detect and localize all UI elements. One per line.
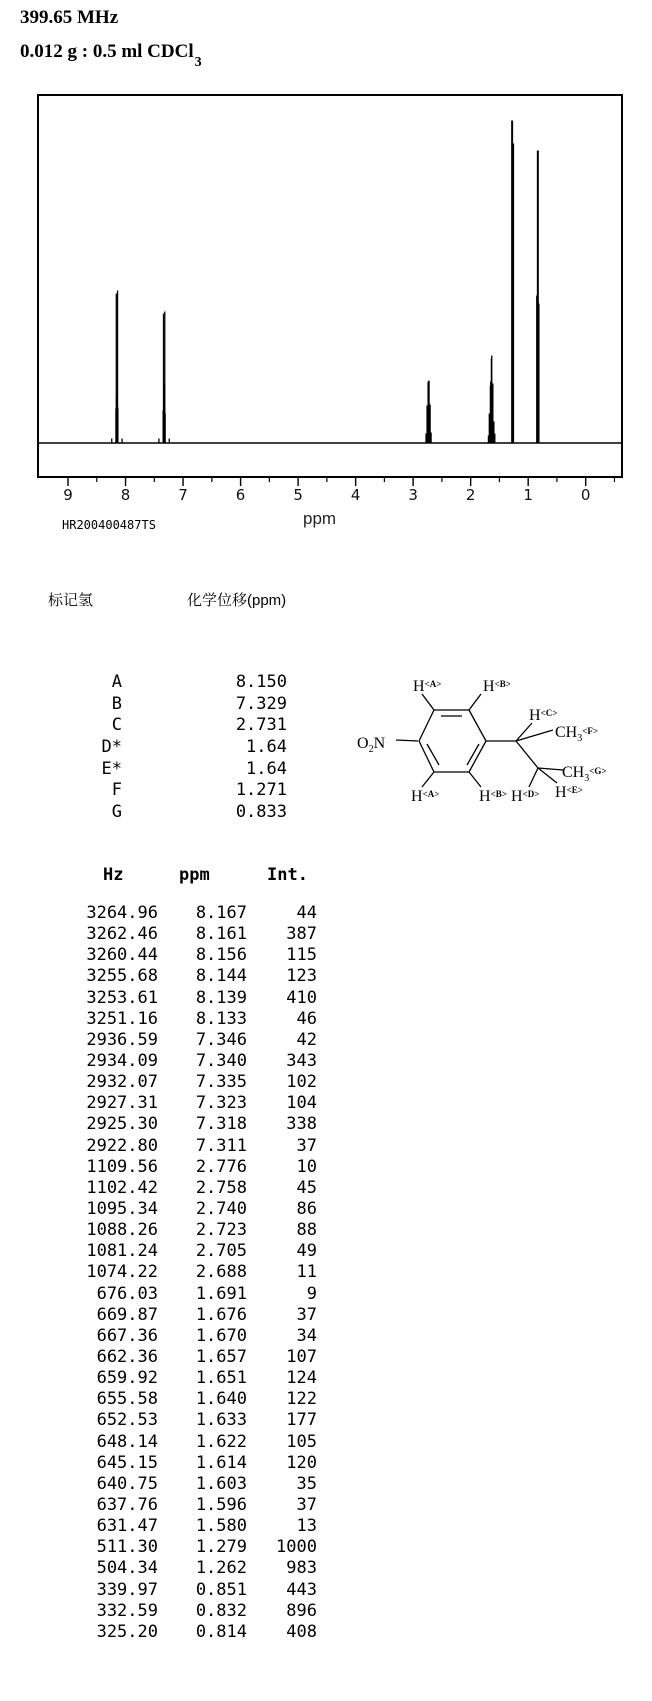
peak-table-row	[40, 1072, 317, 1093]
ch-bond	[422, 772, 434, 787]
peak-int-cell: 37	[296, 1135, 317, 1156]
peak-int-cell: 387	[286, 924, 317, 945]
peak-table-row	[40, 1114, 317, 1135]
assignment-letter: E*	[101, 758, 122, 779]
labeled-hydrogen-header: 标记氢	[48, 592, 94, 609]
peak-ppm-cell: 8.139	[195, 987, 247, 1008]
peak-hz-cell: 325.20	[96, 1621, 158, 1642]
peak-table-row	[40, 1009, 317, 1030]
assignment-letter: B	[111, 693, 122, 714]
atom-label: $H^{<E>}$	[555, 784, 583, 801]
peak-int-cell: 34	[296, 1325, 317, 1346]
peak-int-cell: 105	[286, 1431, 317, 1452]
assignment-row	[60, 737, 287, 759]
peak-hz-cell: 3264.96	[86, 903, 158, 923]
solvent-subscript: 3	[194, 54, 202, 70]
atom-label: $CH_3^{<F>}$	[555, 724, 598, 744]
ch-bond	[469, 694, 481, 710]
peak-hz-cell: 1081.24	[86, 1241, 158, 1262]
int-column-header: Int.	[267, 865, 308, 885]
peak-hz-cell: 640.75	[96, 1473, 158, 1494]
peak-int-cell: 9	[306, 1283, 317, 1304]
x-tick-label: 9	[63, 486, 73, 504]
peak-table-row	[40, 1580, 317, 1601]
ppm-column-header: ppm	[179, 865, 210, 885]
peak-ppm-cell: 2.688	[195, 1262, 247, 1283]
assignment-shift-value: 1.64	[246, 737, 287, 758]
peak-ppm-cell: 1.279	[195, 1537, 247, 1558]
atom-labels-group	[357, 678, 607, 805]
peak-hz-cell: 339.97	[96, 1579, 158, 1600]
peak-hz-cell: 655.58	[96, 1389, 158, 1410]
peak-int-cell: 124	[286, 1368, 317, 1389]
peak-hz-cell: 3262.46	[86, 924, 158, 945]
peak-lines-group	[112, 121, 539, 444]
peak-table-row	[40, 1136, 317, 1157]
peak-int-cell: 45	[296, 1177, 317, 1198]
assignment-shift-value: 2.731	[235, 715, 287, 736]
x-tick-label: 7	[178, 486, 188, 504]
peak-table-row	[40, 1601, 317, 1622]
x-tick-label: 0	[580, 486, 591, 504]
peak-ppm-cell: 2.740	[195, 1198, 247, 1219]
assignment-shift-value: 1.271	[235, 780, 287, 801]
assignment-table	[60, 672, 287, 824]
peak-table-row	[40, 966, 317, 987]
peak-table-row	[40, 1241, 317, 1262]
peak-int-cell: 88	[296, 1220, 317, 1241]
peak-ppm-cell: 8.161	[195, 924, 247, 945]
peak-hz-cell: 2927.31	[86, 1093, 158, 1114]
peak-ppm-cell: 8.133	[195, 1008, 247, 1029]
sample-solvent-text: 0.012 g : 0.5 ml CDCl	[20, 41, 194, 62]
peak-hz-cell: 2925.30	[86, 1114, 158, 1135]
x-tick-label: 4	[350, 486, 361, 504]
peak-table-row	[40, 1558, 317, 1579]
peak-ppm-cell: 1.603	[195, 1473, 247, 1494]
peak-ppm-cell: 7.335	[195, 1072, 247, 1093]
peak-int-cell: 107	[286, 1346, 317, 1367]
ch-bond	[529, 768, 538, 787]
peak-int-cell: 10	[296, 1156, 317, 1177]
peak-hz-cell: 631.47	[96, 1516, 158, 1537]
peak-table-row	[40, 1030, 317, 1051]
peak-table-row	[40, 1199, 317, 1220]
assignment-shift-value: 7.329	[235, 693, 287, 714]
peak-int-cell: 120	[286, 1452, 317, 1473]
peak-int-cell: 983	[286, 1558, 317, 1579]
peak-int-cell: 123	[286, 966, 317, 987]
assignment-row	[60, 780, 287, 802]
peak-table-row	[40, 1516, 317, 1537]
peak-hz-cell: 648.14	[96, 1431, 158, 1452]
assignment-letter: D*	[101, 737, 122, 758]
peak-int-cell: 11	[296, 1262, 317, 1283]
assignment-letter: C	[111, 715, 122, 736]
peak-int-cell: 37	[296, 1304, 317, 1325]
peak-int-cell: 896	[286, 1600, 317, 1621]
assignment-row	[60, 802, 287, 824]
x-tick-label: 5	[293, 486, 303, 504]
peak-hz-cell: 1095.34	[86, 1198, 158, 1219]
atom-label: $H^{<D>}$	[511, 788, 540, 805]
peak-int-cell: 408	[286, 1621, 317, 1642]
peak-table-row	[40, 1389, 317, 1410]
peak-ppm-cell: 1.596	[195, 1494, 247, 1515]
peak-int-cell: 104	[286, 1093, 317, 1114]
peak-hz-cell: 645.15	[96, 1452, 158, 1473]
peak-table-row	[40, 1368, 317, 1389]
x-tick-label: 6	[235, 486, 246, 504]
peak-table-row	[40, 1284, 317, 1305]
assignment-row	[60, 672, 287, 694]
peak-ppm-cell: 8.144	[195, 966, 247, 987]
atom-label: $H^{<C>}$	[529, 707, 558, 724]
peak-ppm-cell: 7.311	[195, 1135, 247, 1156]
hz-column-header: Hz	[103, 865, 124, 885]
peak-table-row	[40, 1326, 317, 1347]
peak-table-row	[40, 1262, 317, 1283]
peak-int-cell: 102	[286, 1072, 317, 1093]
peak-ppm-cell: 1.640	[195, 1389, 247, 1410]
peak-int-cell: 338	[286, 1114, 317, 1135]
peak-table-row	[40, 945, 317, 966]
peak-table	[40, 903, 317, 1643]
peak-int-cell: 410	[286, 987, 317, 1008]
assignment-letter: A	[111, 672, 122, 692]
atom-label: $H^{<A>}$	[413, 678, 442, 695]
assignment-row	[60, 715, 287, 737]
peak-table-row	[40, 1220, 317, 1241]
assignment-letter: G	[111, 802, 122, 823]
nitro-bond	[396, 740, 418, 741]
peak-ppm-cell: 7.323	[195, 1093, 247, 1114]
plot-watermark-id: HR200400487TS	[62, 518, 156, 532]
peak-hz-cell: 652.53	[96, 1410, 158, 1431]
peak-hz-cell: 3255.68	[86, 966, 158, 987]
peak-ppm-cell: 1.676	[195, 1304, 247, 1325]
peak-ppm-cell: 1.691	[195, 1283, 247, 1304]
peak-hz-cell: 332.59	[96, 1600, 158, 1621]
peak-ppm-cell: 1.633	[195, 1410, 247, 1431]
peak-ppm-cell: 0.814	[195, 1621, 247, 1642]
peak-hz-cell: 504.34	[96, 1558, 158, 1579]
molecule-structure-diagram	[350, 600, 652, 810]
peak-table-row	[40, 1410, 317, 1431]
peak-table-row	[40, 1453, 317, 1474]
peak-table-row	[40, 1051, 317, 1072]
peak-ppm-cell: 0.851	[195, 1579, 247, 1600]
peak-ppm-cell: 1.670	[195, 1325, 247, 1346]
atom-label: $H^{<A>}$	[411, 788, 440, 805]
atom-label: $H^{<B>}$	[483, 678, 511, 695]
peak-hz-cell: 3260.44	[86, 945, 158, 966]
peak-int-cell: 115	[286, 945, 317, 966]
ring-bond	[419, 710, 434, 741]
sample-solvent-info	[20, 41, 202, 70]
peak-int-cell: 177	[286, 1410, 317, 1431]
peak-ppm-cell: 7.318	[195, 1114, 247, 1135]
peak-table-row	[40, 1622, 317, 1643]
peak-hz-cell: 1102.42	[86, 1177, 158, 1198]
atom-label: $O_2N$	[357, 735, 386, 755]
peak-hz-cell: 637.76	[96, 1494, 158, 1515]
alkyl-bond	[538, 768, 563, 770]
peak-ppm-cell: 2.758	[195, 1177, 247, 1198]
peak-hz-cell: 659.92	[96, 1368, 158, 1389]
spectrometer-frequency: 399.65 MHz	[20, 7, 119, 28]
alkyl-bond	[516, 741, 538, 768]
x-tick-label: 3	[408, 486, 418, 504]
peak-hz-cell: 2934.09	[86, 1050, 158, 1071]
peak-hz-cell: 3251.16	[86, 1008, 158, 1029]
ring-bond	[419, 741, 434, 772]
peak-ppm-cell: 2.705	[195, 1241, 247, 1262]
peak-int-cell: 46	[296, 1008, 317, 1029]
peak-hz-cell: 1088.26	[86, 1220, 158, 1241]
peak-table-row	[40, 1537, 317, 1558]
x-tick-label: 1	[523, 486, 533, 504]
peak-table-row	[40, 988, 317, 1009]
peak-ppm-cell: 1.622	[195, 1431, 247, 1452]
ring-bond	[469, 710, 486, 741]
atom-label: $H^{<B>}$	[479, 788, 507, 805]
ch-bond	[538, 768, 557, 783]
ch-bond	[469, 772, 481, 787]
peak-ppm-cell: 0.832	[195, 1600, 247, 1621]
peak-hz-cell: 2936.59	[86, 1029, 158, 1050]
peak-ppm-cell: 1.614	[195, 1452, 247, 1473]
peak-ppm-cell: 7.346	[195, 1029, 247, 1050]
peak-ppm-cell: 2.776	[195, 1156, 247, 1177]
peak-hz-cell: 2922.80	[86, 1135, 158, 1156]
peak-ppm-cell: 1.262	[195, 1558, 247, 1579]
chemical-shift-header: 化学位移(ppm)	[187, 592, 287, 609]
peak-int-cell: 44	[296, 903, 317, 923]
peak-table-row	[40, 1432, 317, 1453]
peak-ppm-cell: 1.580	[195, 1516, 247, 1537]
peak-hz-cell: 676.03	[96, 1283, 158, 1304]
x-tick-label: 2	[465, 486, 476, 504]
peak-table-row	[40, 924, 317, 945]
assignment-row	[60, 694, 287, 716]
peak-table-row	[40, 1347, 317, 1368]
peak-ppm-cell: 8.167	[195, 903, 247, 923]
ring-double-bond	[467, 744, 479, 765]
assignment-row	[60, 759, 287, 781]
peak-table-row	[40, 1305, 317, 1326]
peak-table-row	[40, 1178, 317, 1199]
assignment-shift-value: 8.150	[235, 672, 287, 692]
x-axis-title: ppm	[303, 509, 337, 528]
peak-table-row	[40, 903, 317, 924]
peak-table-row	[40, 1157, 317, 1178]
x-axis-group	[63, 477, 614, 504]
peak-int-cell: 86	[296, 1198, 317, 1219]
peak-hz-cell: 2932.07	[86, 1072, 158, 1093]
peak-int-cell: 35	[296, 1473, 317, 1494]
peak-ppm-cell: 7.340	[195, 1050, 247, 1071]
peak-hz-cell: 511.30	[96, 1537, 158, 1558]
assignment-shift-value: 0.833	[235, 802, 287, 823]
peak-int-cell: 1000	[276, 1537, 317, 1558]
peak-table-row	[40, 1093, 317, 1114]
peak-int-cell: 42	[296, 1029, 317, 1050]
peak-table-row	[40, 1495, 317, 1516]
peak-int-cell: 49	[296, 1241, 317, 1262]
peak-int-cell: 443	[286, 1579, 317, 1600]
peak-hz-cell: 1074.22	[86, 1262, 158, 1283]
assignment-letter: F	[111, 780, 122, 801]
peak-hz-cell: 662.36	[96, 1346, 158, 1367]
peak-ppm-cell: 1.657	[195, 1346, 247, 1367]
peak-ppm-cell: 8.156	[195, 945, 247, 966]
peak-int-cell: 122	[286, 1389, 317, 1410]
peak-table-row	[40, 1474, 317, 1495]
peak-hz-cell: 3253.61	[86, 987, 158, 1008]
nmr-spectrum-plot	[0, 85, 652, 505]
plot-frame	[38, 95, 622, 477]
peak-hz-cell: 669.87	[96, 1304, 158, 1325]
ch-bond	[422, 694, 434, 710]
peak-ppm-cell: 2.723	[195, 1220, 247, 1241]
peak-hz-cell: 667.36	[96, 1325, 158, 1346]
peak-ppm-cell: 1.651	[195, 1368, 247, 1389]
peak-hz-cell: 1109.56	[86, 1156, 158, 1177]
peak-int-cell: 343	[286, 1050, 317, 1071]
assignment-shift-value: 1.64	[246, 758, 287, 779]
peak-int-cell: 13	[296, 1516, 317, 1537]
atom-label: $CH_3^{<G>}$	[562, 764, 607, 784]
peak-int-cell: 37	[296, 1494, 317, 1515]
x-tick-label: 8	[120, 486, 131, 504]
